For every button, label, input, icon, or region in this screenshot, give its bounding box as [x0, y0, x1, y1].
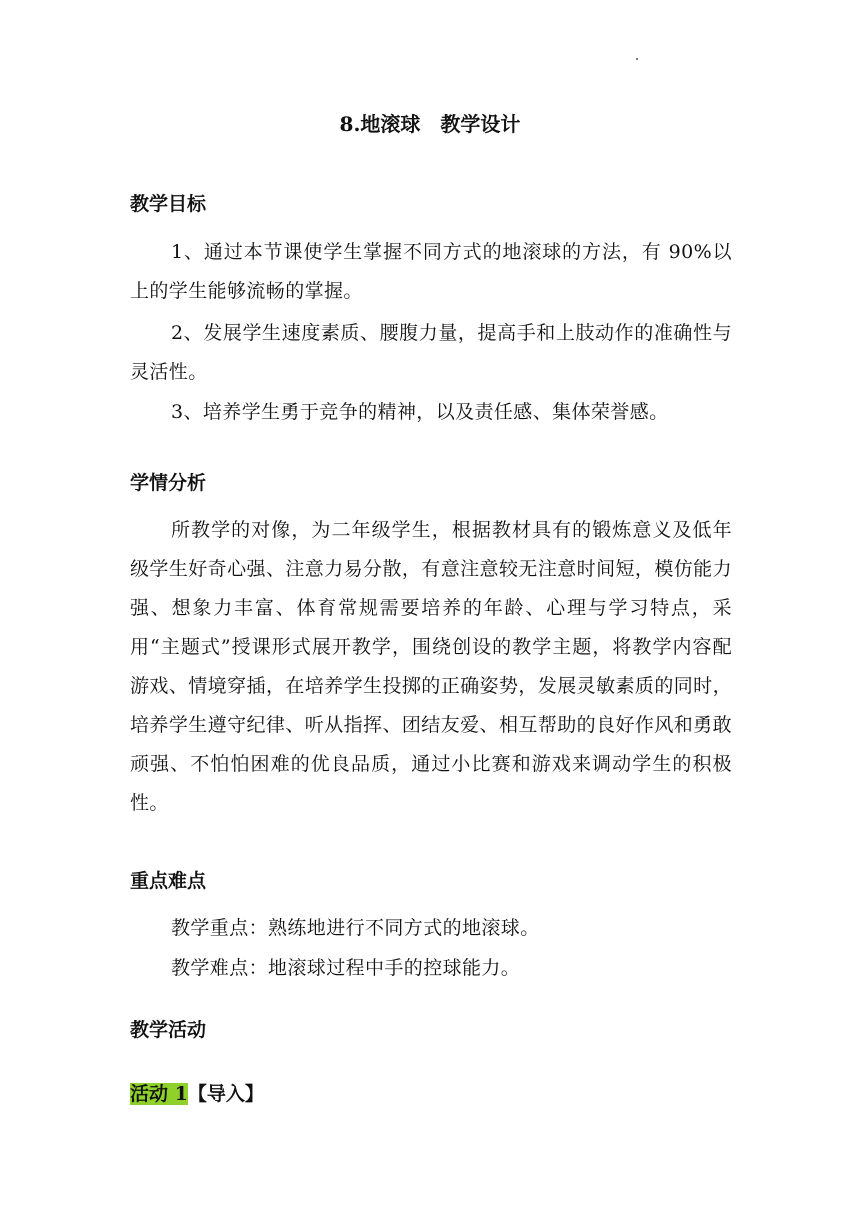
analysis-paragraph: 所教学的对像，为二年级学生，根据教材具有的锻炼意义及低年级学生好奇心强、注意力易分散，有意注意较无注意时间短，模仿能力强、想象力丰富、体育常规需要培养的年龄、心理与学习特点，采用“主题式”授课形式展开教学，围绕创设的教学主题，将教学内容配游戏、情境穿插，在培养学生投掷的正确姿势，发展灵敏素质的同时，培养学生遵守纪律、听从指挥、团结友爱、相互帮助的良好作风和勇敢顽强、不怕怕困难的优良品质，通过小比赛和游戏来调动学生的积极性。 — [130, 519, 732, 814]
objectives-heading: 教学目标 — [130, 193, 207, 215]
analysis-heading: 学情分析 — [130, 472, 207, 494]
activity-1-label: 活动 1 — [130, 1083, 188, 1105]
objective-item-1: 1、通过本节课使学生掌握不同方式的地滚球的方法，有 90%以上的学生能够流畅的掌握。 — [130, 241, 732, 302]
objective-item-3: 3、培养学生勇于竞争的精神，以及责任感、集体荣誉感。 — [171, 401, 669, 423]
objective-item-2: 2、发展学生速度素质、腰腹力量，提高手和上肢动作的准确性与灵活性。 — [130, 322, 732, 383]
teaching-focus: 教学重点：熟练地进行不同方式的地滚球。 — [171, 917, 540, 939]
teaching-difficulty: 教学难点：地滚球过程中手的控球能力。 — [171, 957, 521, 979]
activity-1-title: 【导入】 — [187, 1083, 264, 1105]
activities-heading: 教学活动 — [130, 1019, 207, 1041]
page-dot-mark — [636, 58, 638, 60]
document-title: 8.地滚球 教学设计 — [339, 112, 521, 136]
activity-1-heading — [130, 1081, 264, 1107]
key-points-heading: 重点难点 — [130, 870, 207, 892]
